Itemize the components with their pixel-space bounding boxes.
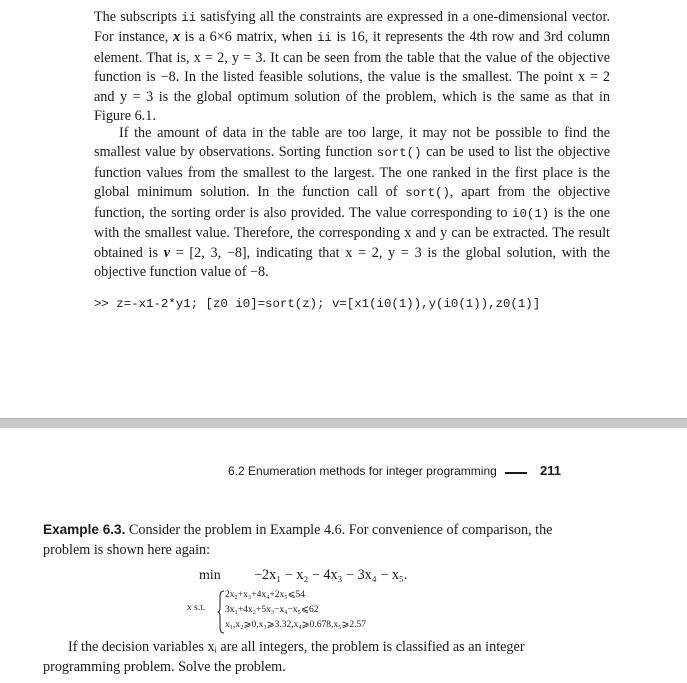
constraint-3: x₁,x₂⩾0,x₃⩾3.32,x₄⩾0.678,x₅⩾2.57 bbox=[225, 620, 367, 630]
code-sort-2: sort() bbox=[405, 186, 450, 201]
code-block: >> z=-x1-2*y1; [z0 i0]=sort(z); v=[x1(i0(1)),y(i0(1)),z0(1)] bbox=[94, 297, 541, 311]
paragraph-sorting: If the amount of data in the table are too large, it may not be possible to find the smallest value by observations. Sorting function sort() can be used to list the objective function values from the smallest to the largest. The one ranked in the first place is the global minimum solution. In the function call of sort(), apart from the objective function, the sorting order is also provided. The value corresponding to i0(1) is the one with the smallest value. Therefore, the corresponding x and y can be extracted. The result obtained is v = [2, 3, −8], indicating that x = 2, y = 3 is the global solution, with the objective function value of −8. bbox=[94, 125, 611, 281]
code-ii: ii bbox=[181, 11, 197, 25]
example-paragraph: Example 6.3. Consider the problem in Example 4.6. For convenience of comparison, the problem is shown here again: bbox=[43, 522, 553, 558]
running-head: 6.2 Enumeration methods for integer programming bbox=[228, 464, 497, 478]
vector-v: v bbox=[163, 244, 171, 261]
page-separator bbox=[0, 418, 687, 428]
code-sort: sort() bbox=[376, 146, 422, 161]
code-ii-2: ii bbox=[316, 31, 332, 46]
example-label: Example 6.3. bbox=[43, 522, 126, 537]
running-head-rule bbox=[505, 472, 527, 474]
page-number: 211 bbox=[540, 463, 561, 478]
paragraph-subscripts: The subscripts ii satisfying all the constraints are expressed in a one-dimensional vector. For instance, x is a 6×6 matrix, when ii is 16, it represents the 4th row and 3rd column element. That is, x = 2, y = 3. It can be seen from the table that the value of the objective function is −8. In the listed feasible solutions, the value is the smallest. The point x = 2 and y = 3 is the global optimum solution of the problem, which is the same as that in Figure 6.1. bbox=[94, 9, 611, 125]
brace-icon bbox=[217, 590, 225, 634]
min-keyword: min bbox=[199, 568, 221, 583]
closing-paragraph: If the decision variables xᵢ are all integers, the problem is classified as an integer programming problem. Solve the problem. bbox=[43, 639, 525, 675]
optimization-model bbox=[180, 566, 480, 634]
code-i0: i0(1) bbox=[512, 206, 550, 221]
subject-to-label: x s.t. bbox=[187, 603, 206, 613]
constraint-2: 3x₁+4x₂+5x₃−x₄−x₅⩽62 bbox=[225, 605, 319, 615]
objective-function: −2x₁ − x₂ − 4x₃ − 3x₄ − x₅. bbox=[254, 567, 408, 583]
constraint-1: 2x₂+x₃+4x₄+2x₅⩽54 bbox=[225, 590, 306, 600]
matrix-x: x bbox=[172, 29, 181, 46]
